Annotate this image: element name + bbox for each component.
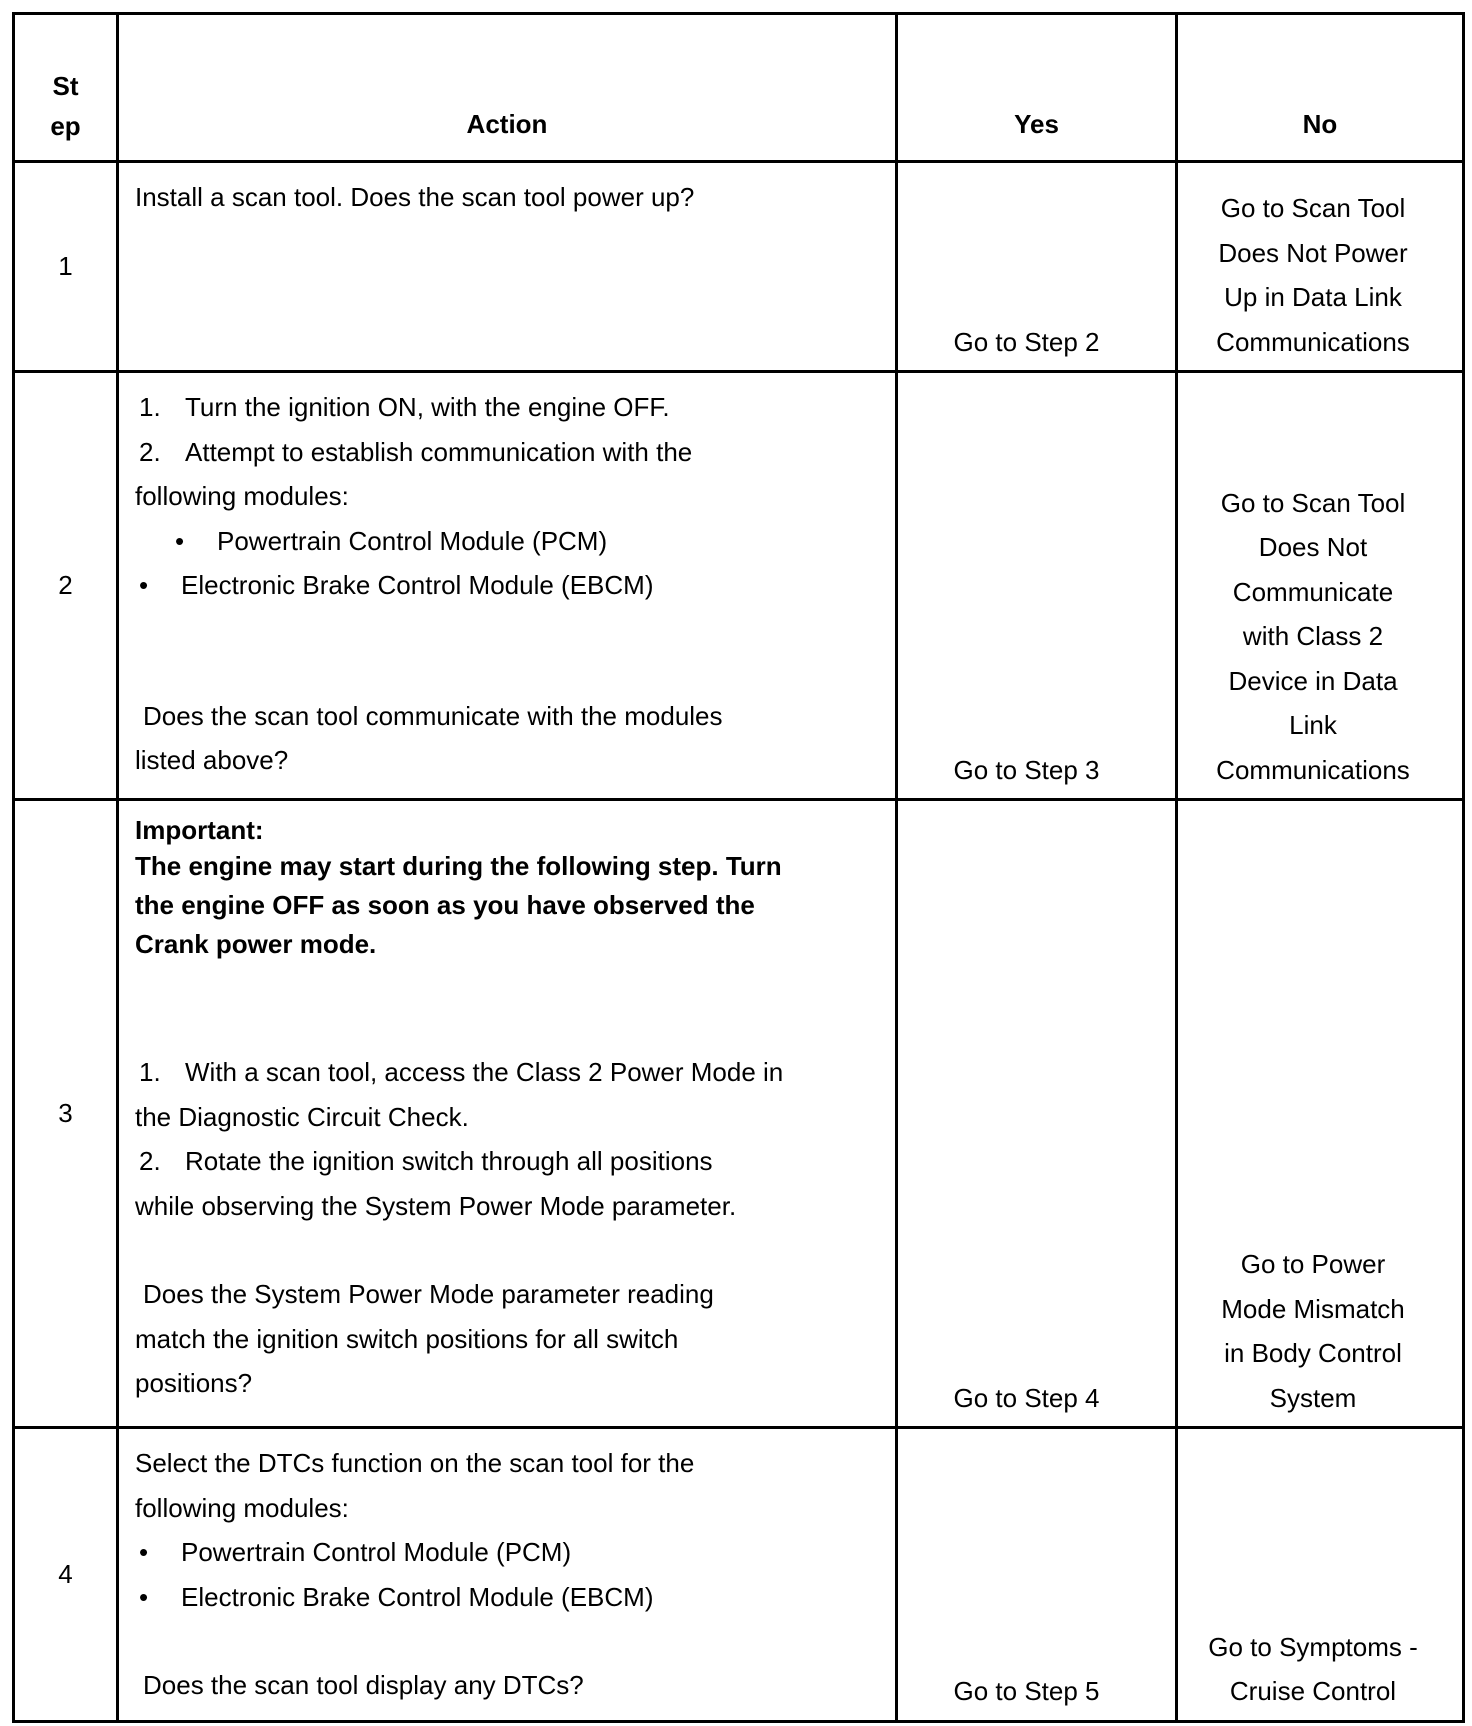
bullet-icon: • xyxy=(139,570,149,600)
action-cell: 1. Turn the ignition ON, with the engine OFF. 2. Attempt to establish communication with the following modules: • Powertrain Control Module (PCM) • Electronic Brake Control Module (EBCM) Does the scan tool communicate with the modules listed above? xyxy=(118,372,897,800)
step-number: 4 xyxy=(14,1428,118,1722)
action-cell: Important: The engine may start during the following step. Turn the engine OFF as soon as you have observed the Crank power mode. 1. With a scan tool, access the Class 2 Power Mode in the Diagnostic Circuit Check. 2. Rotate the ignition switch through all positions while observing the System Power Mode parameter. Does the System Power Mode parameter reading match the ignition switch positions for all switch positions? xyxy=(118,800,897,1428)
list-item: • Powertrain Control Module (PCM) xyxy=(135,1530,881,1575)
no-cell: Go to Scan Tool Does Not Power Up in Data Link Communications xyxy=(1177,162,1464,372)
table-header-row xyxy=(14,14,1464,162)
table-row xyxy=(14,372,1464,800)
yes-cell: Go to Step 4 xyxy=(897,800,1177,1428)
question-text: Does the System Power Mode parameter reading xyxy=(143,1279,714,1309)
action-cell: Select the DTCs function on the scan tool for the following modules: • Powertrain Control Module (PCM) • Electronic Brake Control Module (EBCM) Does the scan tool display any DTCs? xyxy=(118,1428,897,1722)
no-cell: Go to Scan Tool Does Not Communicate with Class 2 Device in Data Link Communications xyxy=(1177,372,1464,800)
bullet-icon: • xyxy=(139,1537,149,1567)
no-cell: Go to Symptoms - Cruise Control xyxy=(1177,1428,1464,1722)
table-row xyxy=(14,162,1464,372)
action-cell xyxy=(118,162,897,372)
important-note: The engine may start during the following step. Turn xyxy=(135,851,782,881)
header-yes: Yes xyxy=(897,14,1177,162)
bullet-icon: • xyxy=(175,525,185,556)
table-row xyxy=(14,800,1464,1428)
yes-cell: Go to Step 2 xyxy=(897,162,1177,372)
question-text: Does the scan tool communicate with the modules xyxy=(143,700,723,731)
question-text: Does the scan tool display any DTCs? xyxy=(143,1670,584,1700)
header-no: No xyxy=(1177,14,1464,162)
list-item: • Powertrain Control Module (PCM) xyxy=(135,519,881,564)
list-item: • Electronic Brake Control Module (EBCM) xyxy=(135,563,881,608)
step-number: 1 xyxy=(14,162,118,372)
list-item: 1. With a scan tool, access the Class 2 Power Mode in xyxy=(139,1057,784,1087)
list-item: • Electronic Brake Control Module (EBCM) xyxy=(135,1575,881,1620)
header-action: Action xyxy=(118,14,897,162)
bullet-icon: • xyxy=(139,1581,149,1612)
step-number: 2 xyxy=(14,372,118,800)
diagnostic-steps-table xyxy=(12,12,1465,1723)
list-item: 2. Attempt to establish communication with the xyxy=(139,436,693,467)
list-item: 2. Rotate the ignition switch through all positions xyxy=(139,1146,713,1176)
no-cell: Go to Power Mode Mismatch in Body Control System xyxy=(1177,800,1464,1428)
yes-cell: Go to Step 5 xyxy=(897,1428,1177,1722)
header-step: St ep xyxy=(14,14,118,162)
step-number: 3 xyxy=(14,800,118,1428)
important-label: Important: xyxy=(135,815,264,845)
yes-cell: Go to Step 3 xyxy=(897,372,1177,800)
action-text: Install a scan tool. Does the scan tool power up? xyxy=(135,182,695,212)
table-row xyxy=(14,1428,1464,1722)
list-item: 1. Turn the ignition ON, with the engine OFF. xyxy=(139,392,670,422)
